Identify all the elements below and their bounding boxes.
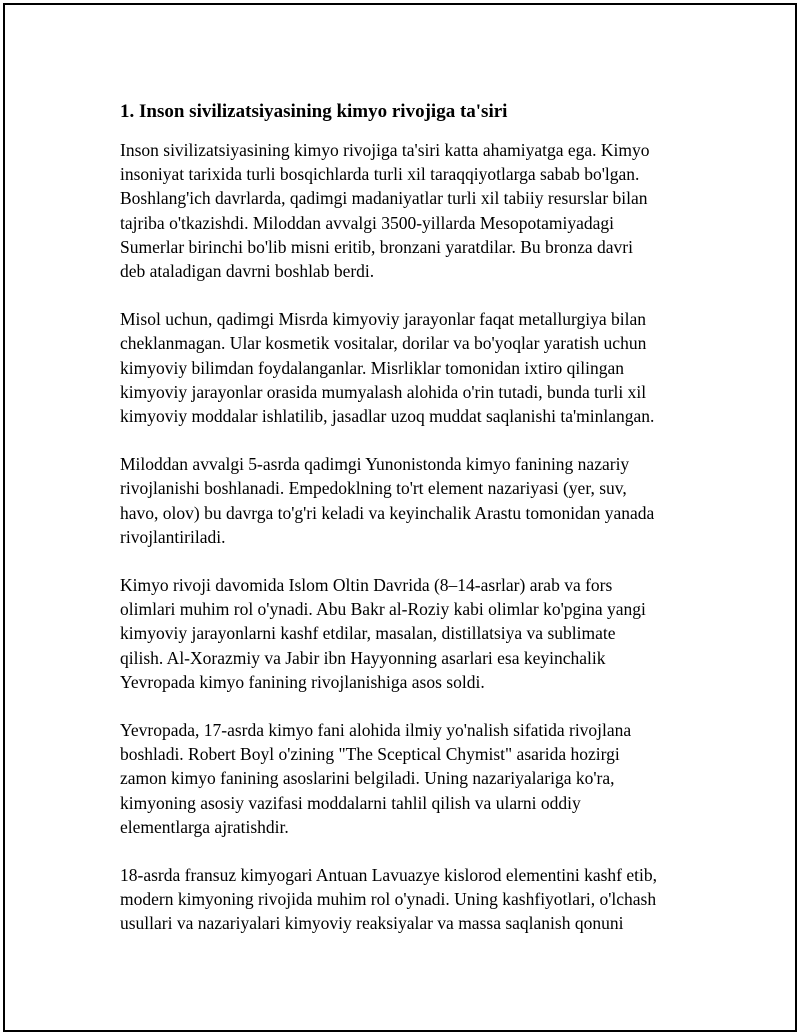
paragraph-lavoisier: 18-asrda fransuz kimyogari Antuan Lavuazye kislorod elementini kashf etib, modern kimyoning rivojida muhim rol o'ynadi. Uning kashfiyotlari, o'lchash usullari va nazariyalari kimyoviy reaksiyalar va massa saqlanish qonuni <box>120 865 657 934</box>
document-body <box>120 100 695 960</box>
paragraph-greece: Miloddan avvalgi 5-asrda qadimgi Yunonistonda kimyo fanining nazariy rivojlanishi boshlanadi. Empedoklning to'rt element nazariyasi (yer, suv, havo, olov) bu davrga to'g'ri keladi va keyinchalik Arastu tomonidan yanada rivojlantiriladi. <box>120 454 655 547</box>
paragraph-europe-boyle: Yevropada, 17-asrda kimyo fani alohida ilmiy yo'nalish sifatida rivojlana boshladi. Robert Boyl o'zining "The Sceptical Chymist" asarida hozirgi zamon kimyo fanining asoslarini belgiladi. Uning nazariyalariga ko'ra, kimyoning asosiy vazifasi moddalarni tahlil qilish va ularni oddiy elementlarga ajratishdir. <box>120 720 632 837</box>
page-frame <box>3 3 797 1032</box>
section-heading: 1. Inson sivilizatsiyasining kimyo rivojiga ta'siri <box>120 101 508 122</box>
paragraph-sumer-bronze: Inson sivilizatsiyasining kimyo rivojiga ta'siri katta ahamiyatga ega. Kimyo insoniyat tarixida turli bosqichlarda turli xil taraqqiyotlarga sabab bo'lgan. Boshlang'ich davrlarda, qadimgi madaniyatlar turli xil tabiiy resurslar bilan tajriba o'tkazishdi. Miloddan avvalgi 3500-yillarda Mesopotamiyadagi Sumerlar birinchi bo'lib misni eritib, bronzani yaratdilar. Bu bronza davri deb ataladigan davrni boshlab berdi. <box>120 140 650 282</box>
paragraph-islamic-golden-age: Kimyo rivoji davomida Islom Oltin Davrida (8–14-asrlar) arab va fors olimlari muhim rol o'ynadi. Abu Bakr al-Roziy kabi olimlar ko'pgina yangi kimyoviy jarayonlarni kashf etdilar, masalan, distillatsiya va sublimate qilish. Al-Xorazmiy va Jabir ibn Hayyonning asarlari esa keyinchalik Yevropada kimyo fanining rivojlanishiga asos soldi. <box>120 575 646 692</box>
paragraph-egypt: Misol uchun, qadimgi Misrda kimyoviy jarayonlar faqat metallurgiya bilan cheklanmagan. Ular kosmetik vositalar, dorilar va bo'yoqlar yaratish uchun kimyoviy bilimdan foydalanganlar. Misrliklar tomonidan ixtiro qilingan kimyoviy jarayonlar orasida mumyalash alohida o'rin tutadi, bunda turli xil kimyoviy moddalar ishlatilib, jasadlar uzoq muddat saqlanishi ta'minlangan. <box>120 309 655 427</box>
